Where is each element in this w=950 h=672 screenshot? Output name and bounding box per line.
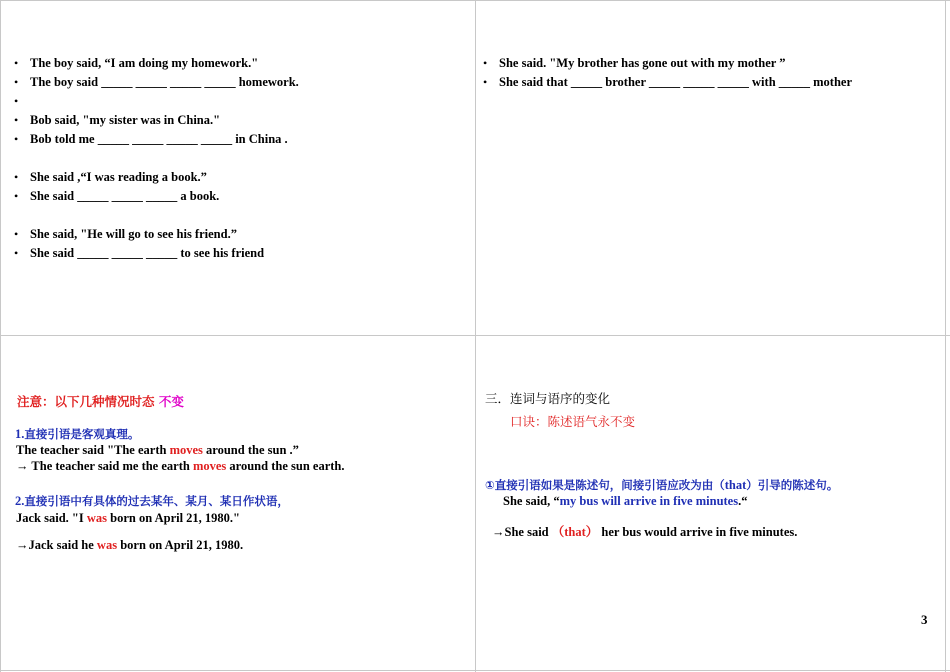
example-text: around the sun .” — [202, 443, 299, 457]
highlight-that: （that） — [551, 525, 599, 539]
rule-1-number: 1. — [15, 427, 25, 441]
example-text: her bus would arrive in five minutes. — [598, 525, 798, 539]
list-item: • She said _____ _____ _____ a book. — [14, 187, 469, 206]
example-text: → The teacher said me the earth — [16, 459, 193, 473]
list-item: • She said _____ _____ _____ to see his friend — [14, 244, 469, 263]
note-highlight: 不变 — [158, 394, 184, 409]
frame-right — [945, 0, 946, 672]
rule-text: ①直接引语如果是陈述句，间接引语应改为由（ — [485, 478, 725, 492]
highlight-verb: moves — [169, 443, 203, 457]
example-text: The teacher said "The earth — [16, 443, 170, 457]
rule-1-conversion — [16, 458, 344, 474]
slide-bottom-left — [0, 336, 475, 670]
note-label: 注意：以下几种情况时态 — [17, 394, 155, 409]
example-text: around the sun earth. — [226, 459, 345, 473]
exercise-list-left — [14, 54, 469, 263]
example-text: Jack said. "I — [16, 511, 87, 525]
statement-rule — [485, 477, 838, 493]
list-item: • The boy said _____ _____ _____ _____ homework. — [14, 73, 469, 92]
slide-top-left — [14, 54, 469, 324]
quoted-speech: my bus will arrive in five minutes — [559, 494, 739, 508]
list-item: • Bob said, "my sister was in China." — [14, 111, 469, 130]
highlight-verb: was — [86, 511, 107, 525]
page-number: 3 — [921, 612, 928, 627]
example-text: She said, “ — [503, 494, 560, 508]
rule-2-conversion — [16, 537, 243, 553]
section-heading: 三．连词与语序的变化 — [485, 391, 611, 406]
highlight-verb: was — [96, 538, 118, 552]
example-text: born on April 21, 1980." — [107, 511, 241, 525]
rule-1-title — [15, 426, 139, 442]
slide-bottom-right — [476, 336, 945, 670]
formula-text: 口诀：陈述语气永不变 — [510, 414, 636, 429]
rule-that: that — [724, 478, 747, 492]
example-text: →Jack said he — [16, 538, 97, 552]
statement-conversion — [492, 524, 797, 540]
note-heading — [17, 394, 184, 410]
rule-1-text: 直接引语是客观真理。 — [24, 427, 140, 441]
example-text: born on April 21, 1980. — [117, 538, 244, 552]
highlight-verb: moves — [192, 459, 227, 473]
list-item: • She said that _____ brother _____ _____ _____ with _____ mother — [483, 73, 938, 92]
rule-text: ）引导的陈述句。 — [746, 478, 839, 492]
rule-2-number: 2. — [15, 494, 25, 508]
rule-2-example — [16, 510, 240, 526]
list-item: • She said ,“I was reading a book.” — [14, 168, 469, 187]
statement-example — [503, 493, 747, 509]
list-item: • Bob told me _____ _____ _____ _____ in China . — [14, 130, 469, 149]
list-item — [14, 92, 469, 111]
example-text: .“ — [738, 494, 748, 508]
example-text: →She said — [492, 525, 552, 539]
list-item: • She said, "He will go to see his friend.” — [14, 225, 469, 244]
rule-2-title — [15, 493, 289, 509]
list-item: • She said. "My brother has gone out with my mother ” — [483, 54, 938, 73]
rule-1-example — [16, 442, 299, 458]
list-item: • The boy said, “I am doing my homework." — [14, 54, 469, 73]
exercise-list-right — [483, 54, 938, 92]
slide-top-right — [483, 54, 938, 114]
rule-2-text: 直接引语中有具体的过去某年、某月、某日作状语， — [24, 494, 289, 508]
